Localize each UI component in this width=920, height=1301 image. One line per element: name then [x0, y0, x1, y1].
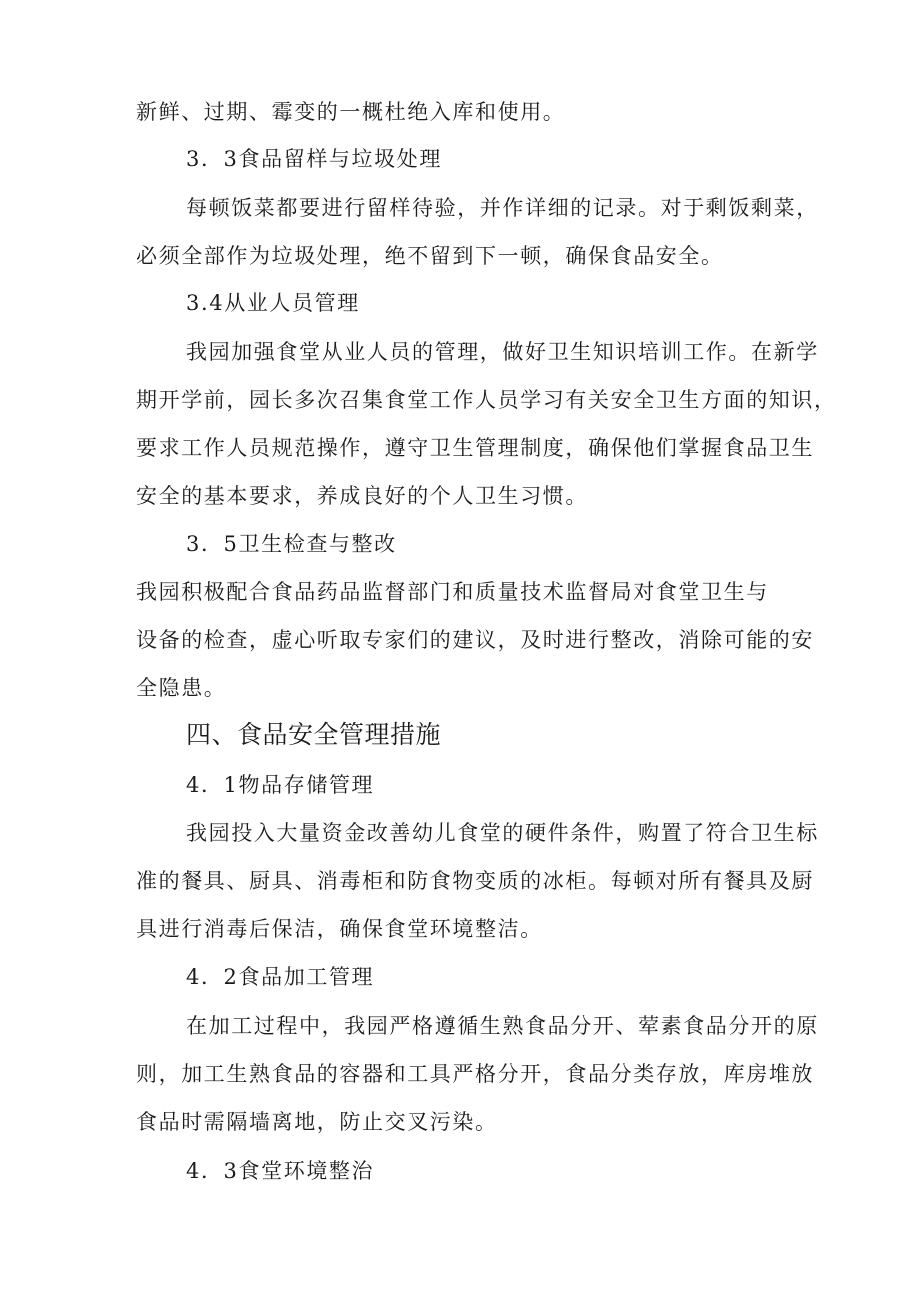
paragraph-line: 准的餐具、厨具、消毒柜和防食物变质的冰柜。每顿对所有餐具及厨 [136, 869, 814, 893]
paragraph-line: 每顿饭菜都要进行留样待验，并作详细的记录。对于剩饭剩菜， [186, 196, 819, 220]
paragraph-line: 设备的检查，虚心听取专家们的建议，及时进行整改，消除可能的安 [136, 628, 814, 652]
paragraph-line: 我园投入大量资金改善幼儿食堂的硬件条件，购置了符合卫生标 [186, 821, 819, 845]
paragraph-line: 则，加工生熟食品的容器和工具严格分开，食品分类存放，库房堆放 [136, 1062, 814, 1086]
paragraph-line: 全隐患。 [136, 676, 227, 700]
subsection-heading: 3．5卫生检查与整改 [186, 532, 397, 556]
section-heading: 四、食品安全管理措施 [186, 720, 442, 749]
subsection-heading: 4．1物品存储管理 [186, 773, 375, 797]
paragraph-line: 安全的基本要求，养成良好的个人卫生习惯。 [136, 484, 588, 508]
paragraph-line: 在加工过程中，我园严格遵循生熟食品分开、荤素食品分开的原 [186, 1014, 819, 1038]
paragraph-line: 新鲜、过期、霉变的一概杜绝入库和使用。 [136, 100, 566, 124]
paragraph-line: 必须全部作为垃圾处理，绝不留到下一顿，确保食品安全。 [136, 244, 724, 268]
paragraph-line: 我园加强食堂从业人员的管理，做好卫生知识培训工作。在新学 [186, 340, 819, 364]
subsection-heading: 4．2食品加工管理 [186, 965, 375, 989]
subsection-heading: 3．3食品留样与垃圾处理 [186, 147, 442, 171]
paragraph-line: 要求工作人员规范操作，遵守卫生管理制度，确保他们掌握食品卫生 [136, 436, 814, 460]
paragraph-line: 食品时需隔墙离地，防止交叉污染。 [136, 1110, 498, 1134]
paragraph-line: 我园积极配合食品药品监督部门和质量技术监督局对食堂卫生与 [136, 580, 769, 604]
paragraph-line: 期开学前，园长多次召集食堂工作人员学习有关安全卫生方面的知识， [136, 388, 837, 412]
subsection-heading: 3.4从业人员管理 [186, 291, 360, 315]
subsection-heading: 4．3食堂环境整治 [186, 1159, 375, 1183]
paragraph-line: 具进行消毒后保洁，确保食堂环境整洁。 [136, 917, 543, 941]
